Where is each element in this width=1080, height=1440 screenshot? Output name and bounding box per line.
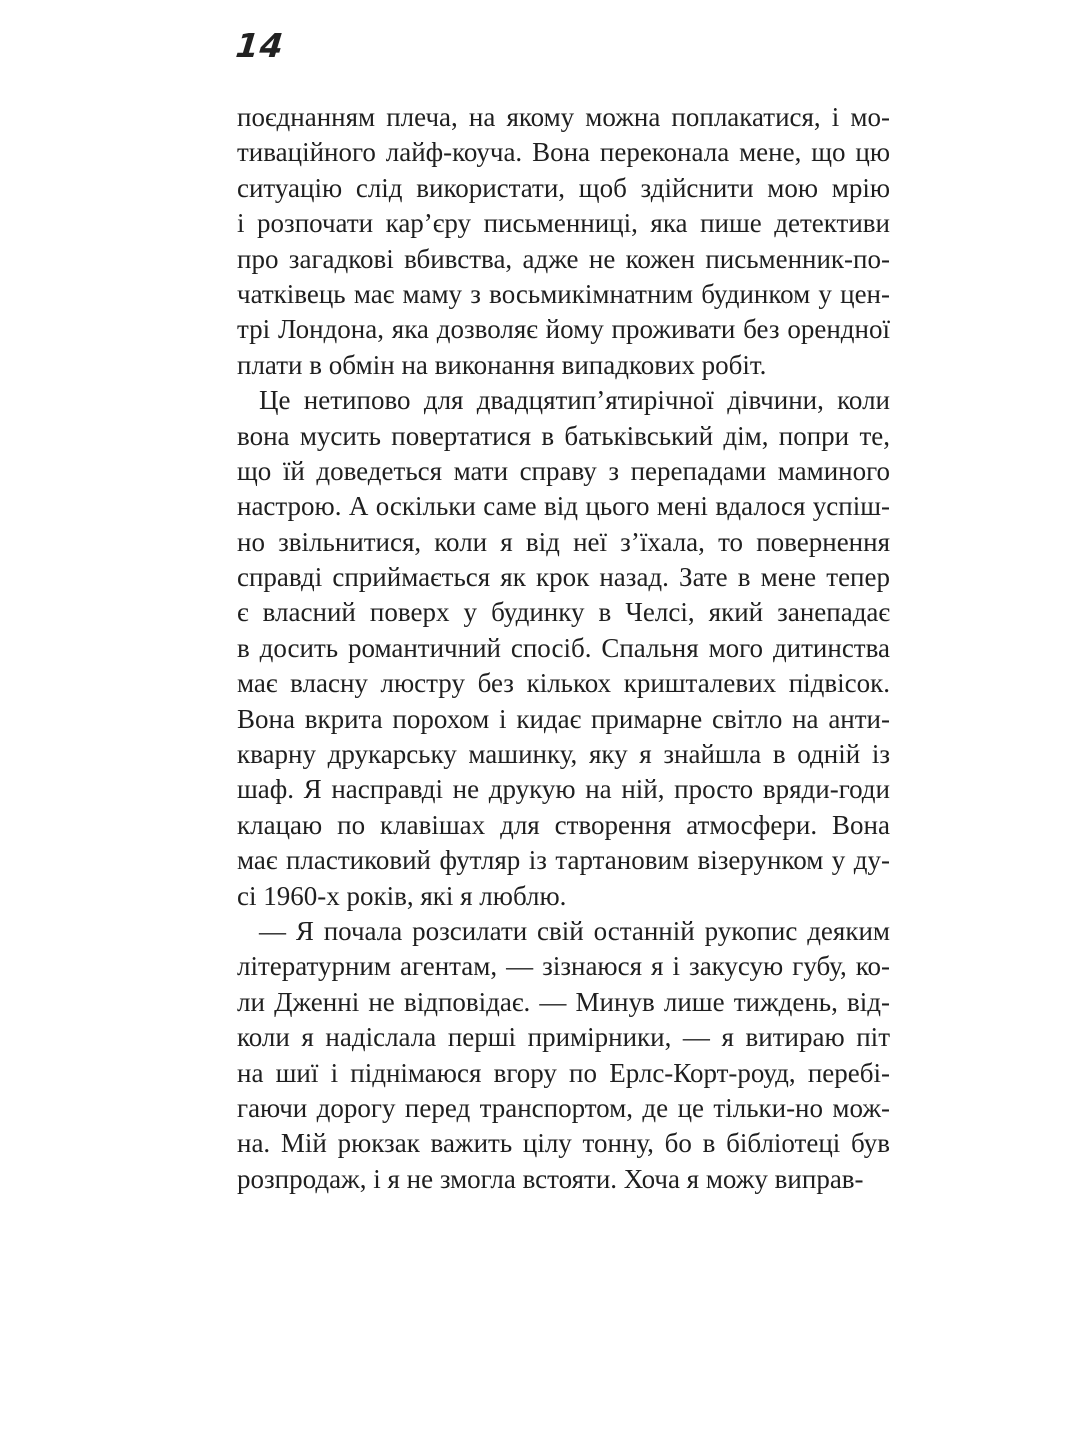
text-line: і розпочати кар’єру письменниці, яка пише детективи [237, 208, 890, 239]
text-line: має пластиковий футляр із тартановим візерунком у ду- [237, 845, 890, 876]
text-line: ситуацію слід використати, щоб здійснити мою мрію [237, 172, 890, 203]
text-line: розпродаж, і я не змогла встояти. Хоча я можу виправ- [237, 1163, 864, 1194]
text-line: що їй доведеться мати справу з перепадами маминого [237, 455, 890, 486]
text-line: на шиї і піднімаюся вгору по Ерлс-Корт-роуд, перебі- [237, 1057, 890, 1088]
text-line: плати в обмін на виконання випадкових робіт. [237, 349, 767, 380]
text-line: — Я почала розсилати свій останній рукопис деяким [259, 915, 890, 946]
text-line: настрою. А оскільки саме від цього мені вдалося успіш- [237, 491, 890, 522]
text-line: справді сприймається як крок назад. Зате в мене тепер [237, 562, 890, 593]
text-line: гаючи дорогу перед транспортом, де це тільки-но мож- [237, 1092, 890, 1123]
text-line: літературним агентам, — зізнаюся я і закусую губу, ко- [237, 951, 890, 982]
text-line: чатківець має маму з восьмикімнатним будинком у цен- [237, 278, 890, 309]
text-line: коли я надіслала перші примірники, — я витираю піт [237, 1022, 890, 1053]
text-line: на. Мій рюкзак важить цілу тонну, бо в бібліотеці був [237, 1128, 890, 1159]
text-line: має власну люстру без кількох кришталевих підвісок. [237, 668, 890, 699]
body-text [237, 100, 890, 1197]
text-line: про загадкові вбивства, адже не кожен письменник-по- [237, 243, 890, 274]
text-line: поєднанням плеча, на якому можна поплакатися, і мо- [237, 102, 890, 132]
text-line: сі 1960-х років, які я люблю. [237, 880, 567, 911]
page-number: 14 [233, 26, 286, 65]
paragraph [237, 383, 890, 914]
text-line: Вона вкрита порохом і кидає примарне світло на анти- [237, 703, 890, 734]
text-line: є власний поверх у будинку в Челсі, який занепадає [237, 597, 890, 628]
text-line: но звільнитися, коли я від неї з’їхала, то повернення [237, 526, 890, 557]
text-line: вона мусить повертатися в батьківський дім, попри те, [237, 420, 890, 451]
text-line: кварну друкарську машинку, яку я знайшла в одній із [237, 739, 890, 770]
paragraph [237, 100, 890, 383]
text-line: ли Дженні не відповідає. — Минув лише тиждень, від- [237, 986, 890, 1017]
text-line: трі Лондона, яка дозволяє йому проживати без орендної [237, 314, 890, 345]
text-line: клацаю по клавішах для створення атмосфери. Вона [237, 809, 890, 840]
text-line: тиваційного лайф-коуча. Вона переконала мене, що цю [237, 137, 890, 168]
text-line: в досить романтичний спосіб. Спальня мого дитинства [237, 632, 890, 663]
text-line: шаф. Я насправді не друкую на ній, просто вряди-годи [237, 774, 890, 805]
paragraph [237, 914, 890, 1197]
text-line: Це нетипово для двадцятип’ятирічної дівчини, коли [259, 385, 890, 416]
